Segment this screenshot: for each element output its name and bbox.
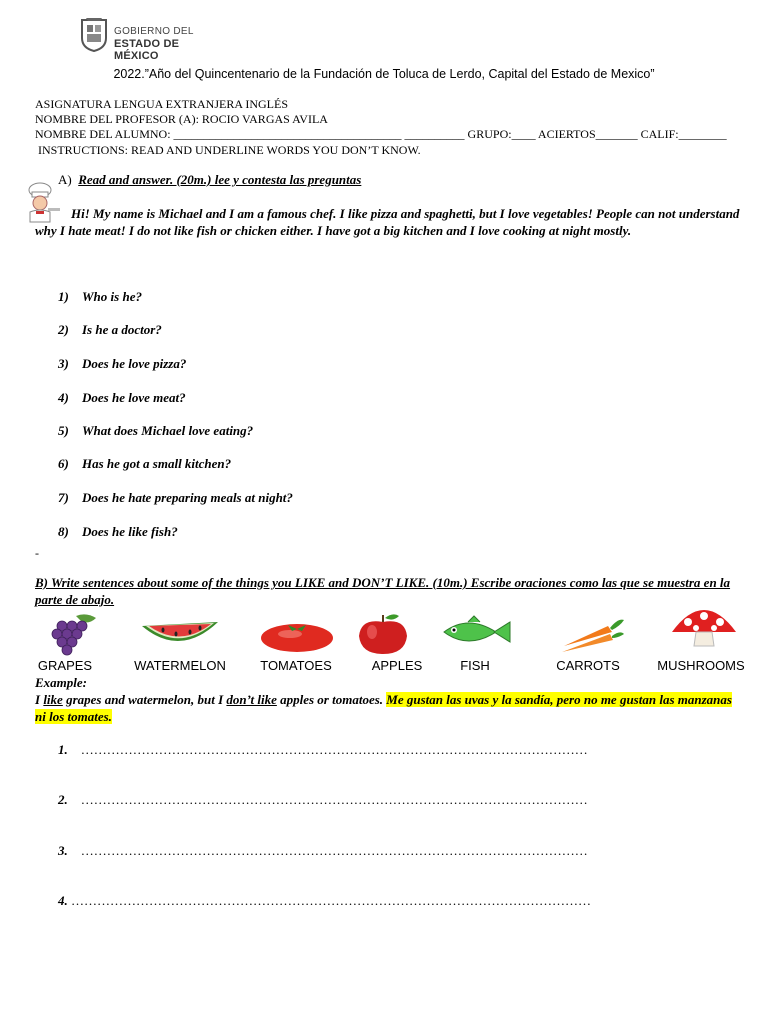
student-line: NOMBRE DEL ALUMNO: ______________________________________ __________ GRUPO:____ ACIERTOS_______ CALIF:________ <box>35 127 727 141</box>
example-text: I <box>35 692 44 707</box>
question-4 <box>58 390 186 406</box>
question-6 <box>58 456 231 472</box>
question-number: 5) <box>58 423 69 438</box>
apple-icon <box>352 612 414 656</box>
government-logo <box>80 16 220 62</box>
question-3 <box>58 356 186 372</box>
example-sentence <box>35 691 745 725</box>
dotted-line: ……………………………………………………………………………………………………… <box>80 792 588 807</box>
section-b-heading: B) Write sentences about some of the things you LIKE and DON’T LIKE. (10m.) Escribe oraciones como las que se muestra en la parte de abajo. <box>35 575 731 607</box>
question-number: 7) <box>58 490 69 505</box>
food-label-tomatoes: TOMATOES <box>260 658 332 673</box>
food-label-watermelon: WATERMELON <box>134 658 226 673</box>
example-label: Example: <box>35 675 87 690</box>
question-number: 1) <box>58 289 69 304</box>
question-number: 4) <box>58 390 69 405</box>
food-label-apples: APPLES <box>371 658 423 673</box>
question-5 <box>58 423 253 439</box>
instructions-line: INSTRUCTIONS: READ AND UNDERLINE WORDS YOU DON’T KNOW. <box>38 143 421 157</box>
question-text: Is he a doctor? <box>82 322 162 337</box>
question-1 <box>58 289 142 305</box>
fish-icon <box>438 612 514 652</box>
dotted-line: ………………………………………………………………………………………………………… <box>71 893 591 908</box>
question-text: Does he love pizza? <box>82 356 187 371</box>
question-8 <box>58 524 178 540</box>
food-label-fish: FISH <box>460 658 490 673</box>
tomato-icon <box>258 612 336 656</box>
question-number: 8) <box>58 524 69 539</box>
question-text: Does he love meat? <box>82 390 186 405</box>
food-label-grapes: GRAPES <box>37 658 93 673</box>
question-text: Does he hate preparing meals at night? <box>82 490 293 505</box>
year-title: 2022.”Año del Quincentenario de la Fundación de Toluca de Lerdo, Capital del Estado de Mexico” <box>113 67 655 81</box>
question-text: Has he got a small kitchen? <box>82 456 232 471</box>
question-text: Who is he? <box>82 289 142 304</box>
answer-line-1 <box>58 742 588 758</box>
answer-line-2 <box>58 792 588 808</box>
answer-line-3 <box>58 843 588 859</box>
logo-line-1: GOBIERNO DEL <box>114 26 194 37</box>
food-label-mushrooms: MUSHROOMS <box>657 658 745 673</box>
teacher-line: NOMBRE DEL PROFESOR (A): ROCIO VARGAS AVILA <box>35 112 328 126</box>
answer-line-4 <box>58 893 591 909</box>
example-like: like <box>43 692 63 707</box>
food-label-carrots: CARROTS <box>556 658 620 673</box>
line-number: 1. <box>58 742 68 757</box>
question-text: Does he like fish? <box>82 524 178 539</box>
question-number: 2) <box>58 322 69 337</box>
section-a-title: Read and answer. (20m.) lee y contesta las preguntas <box>78 172 362 187</box>
question-number: 6) <box>58 456 69 471</box>
section-a-heading <box>58 172 361 188</box>
subject-line: ASIGNATURA LENGUA EXTRANJERA INGLÉS <box>35 97 289 111</box>
question-number: 3) <box>58 356 69 371</box>
dotted-line: ……………………………………………………………………………………………………… <box>80 742 588 757</box>
line-number: 2. <box>58 792 68 807</box>
logo-line-2: ESTADO DE MÉXICO <box>114 38 180 62</box>
question-text: What does Michael love eating? <box>82 423 254 438</box>
line-number: 3. <box>58 843 68 858</box>
dash-mark: - <box>35 546 39 560</box>
example-spanish-highlight: Me gustan las uvas y la sandía, pero no me gustan las manzanas ni los tomates. <box>35 692 732 724</box>
example-dont-like: don’t like <box>226 692 277 707</box>
question-2 <box>58 322 162 338</box>
question-7 <box>58 490 293 506</box>
section-a-letter: A) <box>58 172 72 187</box>
example-text: apples or tomatoes. <box>276 692 387 707</box>
line-number: 4. <box>58 893 68 908</box>
mushroom-icon <box>668 606 740 650</box>
watermelon-icon <box>138 612 222 656</box>
dotted-line: ……………………………………………………………………………………………………… <box>80 843 588 858</box>
carrots-icon <box>556 612 626 656</box>
example-text: grapes and watermelon, but I <box>62 692 227 707</box>
grapes-icon <box>46 612 104 656</box>
reading-passage: Hi! My name is Michael and I am a famous chef. I like pizza and spaghetti, but I love vegetables! People can not understand why I hate meat! I do not like fish or chicken either. I have got a big kitchen and I love cooking at night mostly. <box>35 206 740 238</box>
coat-of-arms-icon <box>80 16 108 52</box>
